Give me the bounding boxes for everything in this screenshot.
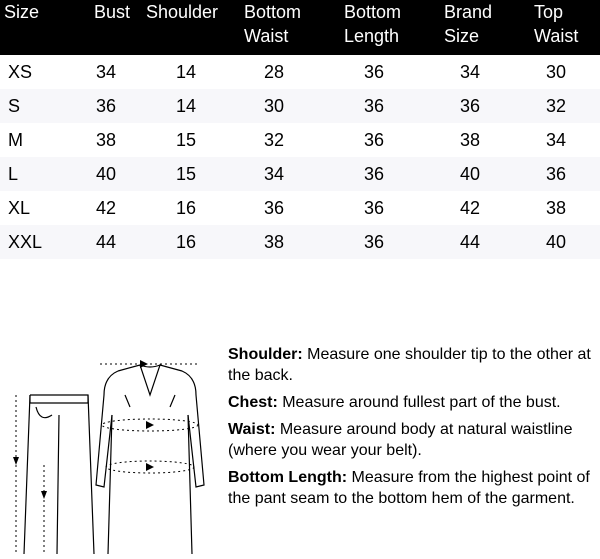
- header-size: Size: [4, 2, 40, 22]
- top-waist-cell: 32: [546, 95, 567, 116]
- instruction-bottom-length: Bottom Length: Measure from the highest point of the pant seam to the bottom hem of the garment.: [228, 469, 590, 507]
- header-top-waist: Top Waist: [534, 2, 579, 46]
- header-brand-size: Brand Size: [444, 2, 493, 46]
- size-cell: XS: [8, 61, 33, 82]
- bottom-waist-cell: 28: [264, 61, 285, 82]
- size-cell: M: [8, 129, 23, 150]
- measurement-instructions: [228, 344, 598, 515]
- bottom-length-cell: 36: [364, 95, 385, 116]
- bust-cell: 34: [96, 61, 117, 82]
- instruction-waist: Waist: Measure around body at natural waistline (where you wear your belt).: [228, 421, 573, 459]
- header-bottom-length: Bottom Length: [344, 2, 402, 46]
- table-row: [0, 157, 600, 191]
- bust-cell: 42: [96, 197, 117, 218]
- table-row: [0, 89, 600, 123]
- bottom-length-cell: 36: [364, 163, 385, 184]
- bust-cell: 40: [96, 163, 117, 184]
- header-bust: Bust: [94, 2, 131, 22]
- table-row: [0, 225, 600, 259]
- shoulder-cell: 16: [176, 197, 197, 218]
- bust-cell: 38: [96, 129, 117, 150]
- table-row: [0, 123, 600, 157]
- shoulder-cell: 16: [176, 231, 197, 252]
- bottom-waist-cell: 30: [264, 95, 285, 116]
- header-shoulder: Shoulder: [146, 2, 219, 22]
- bottom-waist-cell: 34: [264, 163, 285, 184]
- top-waist-cell: 34: [546, 129, 567, 150]
- bottom-waist-cell: 36: [264, 197, 285, 218]
- bust-cell: 36: [96, 95, 117, 116]
- brand-size-cell: 44: [460, 231, 481, 252]
- instruction-chest: Chest: Measure around fullest part of the bust.: [228, 394, 561, 411]
- bottom-waist-cell: 38: [264, 231, 285, 252]
- size-cell: XXL: [8, 231, 43, 252]
- brand-size-cell: 42: [460, 197, 481, 218]
- top-waist-cell: 38: [546, 197, 567, 218]
- shoulder-cell: 14: [176, 61, 197, 82]
- size-chart-table: [0, 0, 600, 259]
- top-waist-cell: 40: [546, 231, 567, 252]
- shoulder-cell: 15: [176, 163, 197, 184]
- bottom-length-cell: 36: [364, 61, 385, 82]
- header-bottom-waist: Bottom Waist: [244, 2, 302, 46]
- bottom-length-cell: 36: [364, 197, 385, 218]
- top-waist-cell: 30: [546, 61, 567, 82]
- brand-size-cell: 36: [460, 95, 481, 116]
- table-row: [0, 191, 600, 225]
- shoulder-cell: 15: [176, 129, 197, 150]
- brand-size-cell: 38: [460, 129, 481, 150]
- bust-cell: 44: [96, 231, 117, 252]
- size-cell: L: [8, 163, 19, 184]
- bottom-length-cell: 36: [364, 231, 385, 252]
- size-cell: S: [8, 95, 21, 116]
- brand-size-cell: 34: [460, 61, 481, 82]
- bottom-length-cell: 36: [364, 129, 385, 150]
- measurement-illustration: [0, 355, 220, 554]
- size-cell: XL: [8, 197, 31, 218]
- table-header-row: [0, 0, 600, 55]
- brand-size-cell: 40: [460, 163, 481, 184]
- bottom-waist-cell: 32: [264, 129, 285, 150]
- table-row: [0, 55, 600, 89]
- top-waist-cell: 36: [546, 163, 567, 184]
- shoulder-cell: 14: [176, 95, 197, 116]
- garment-sketch-icon: [0, 355, 220, 554]
- instruction-shoulder: Shoulder: Measure one shoulder tip to the other at the back.: [228, 346, 591, 384]
